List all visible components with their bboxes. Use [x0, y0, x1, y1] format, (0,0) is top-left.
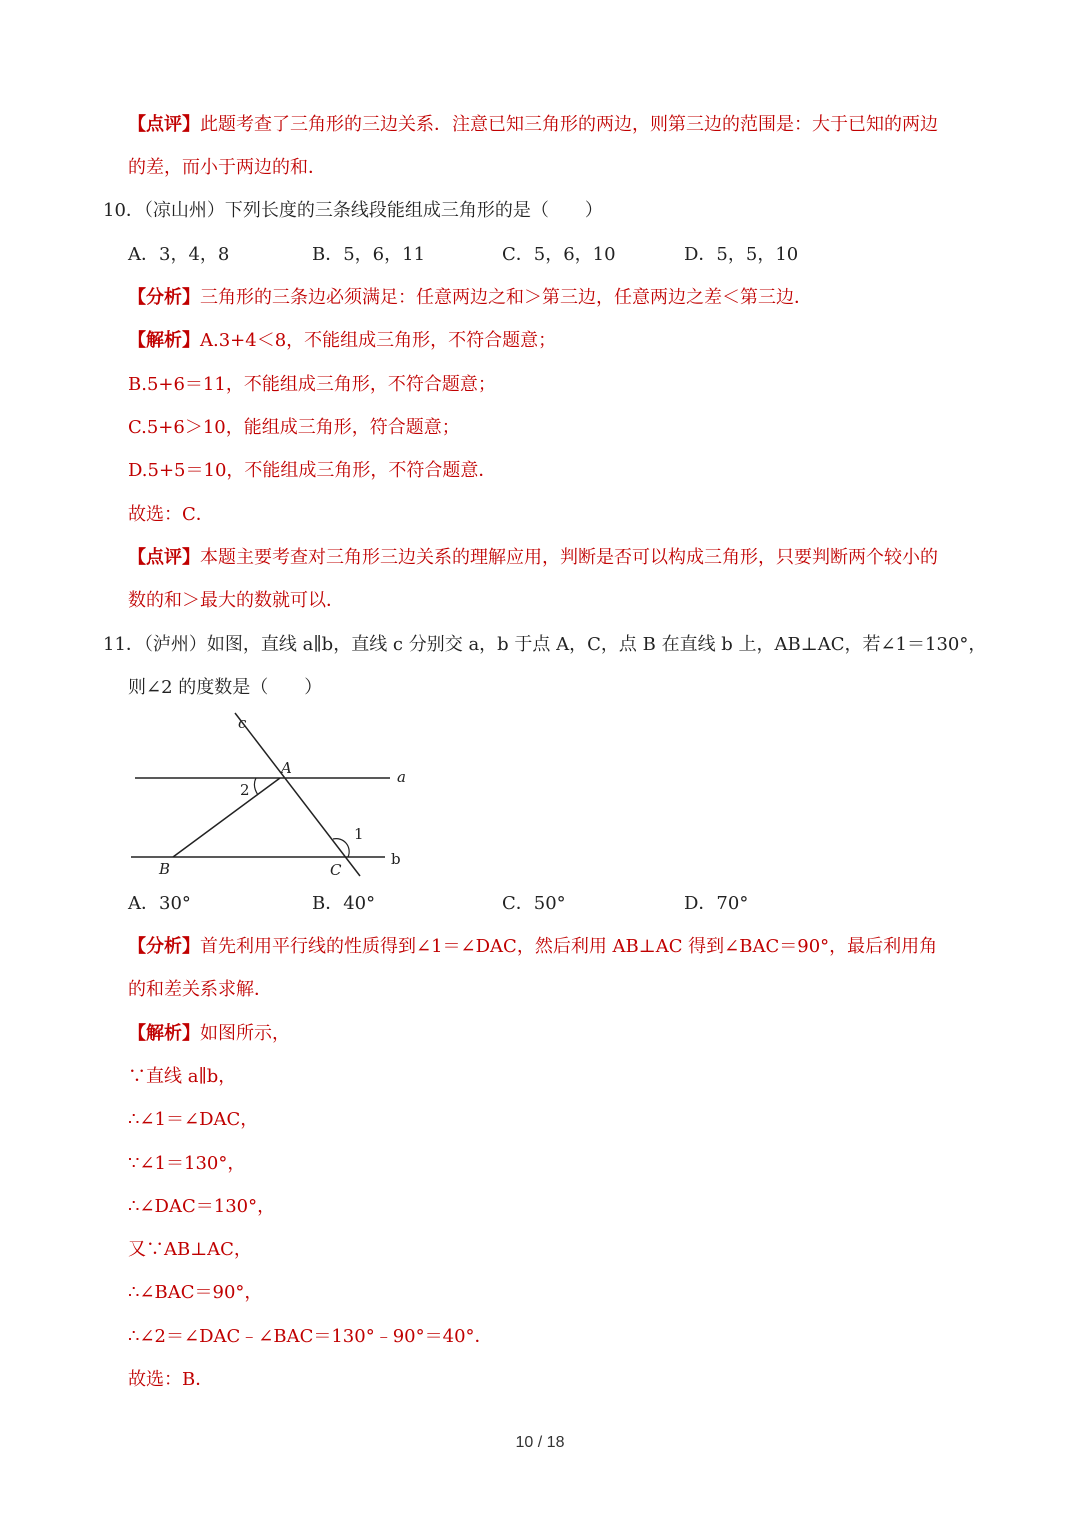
q10-analysis	[128, 286, 812, 310]
q11-analysis-line1	[128, 935, 937, 959]
analysis-tag: 【分析】	[128, 936, 200, 957]
q10-solution-line2: B.5+6＝11，不能组成三角形，不符合题意；	[128, 374, 496, 395]
q11-answer: 故选：B．	[128, 1369, 214, 1390]
analysis-text: 三角形的三条边必须满足：任意两边之和＞第三边，任意两边之差＜第三边．	[200, 287, 812, 308]
angle-1-arc	[333, 839, 349, 857]
page-number: 10 / 18	[515, 1434, 565, 1451]
label-a: a	[397, 768, 406, 786]
q10-option-d: D．5，5，10	[684, 244, 799, 265]
q10-option-a: A．3，4，8	[128, 244, 230, 265]
q11-option-a: A．30°	[128, 893, 191, 914]
angle-2-arc	[254, 778, 258, 795]
comment-text: 此题考查了三角形的三边关系．注意已知三角形的两边，则第三边的范围是：大于已知的两边	[200, 114, 938, 135]
solution-tag: 【解析】	[128, 1023, 200, 1044]
q10-question: 10．（凉山州）下列长度的三条线段能组成三角形的是（ ）	[103, 200, 603, 221]
q11-step-4: ∴∠DAC＝130°，	[128, 1196, 276, 1217]
analysis-text: 首先利用平行线的性质得到∠1＝∠DAC，然后利用 AB⊥AC 得到∠BAC＝90°，最后利用角	[200, 936, 938, 957]
q10-answer: 故选：C．	[128, 504, 214, 525]
q11-step-2: ∴∠1＝∠DAC，	[128, 1109, 259, 1130]
q11-option-b: B．40°	[312, 893, 376, 914]
label-B: B	[159, 860, 171, 878]
q11-step-7: ∴∠2＝∠DAC﹣∠BAC＝130°﹣90°＝40°．	[128, 1326, 493, 1347]
comment-text: 本题主要考查对三角形三边关系的理解应用，判断是否可以构成三角形，只要判断两个较小的	[200, 547, 938, 568]
q11-solution-intro	[128, 1022, 290, 1046]
q11-option-c: C．50°	[502, 893, 566, 914]
label-A: A	[281, 759, 292, 777]
label-C: C	[330, 861, 342, 879]
line-c	[235, 713, 360, 876]
label-b: b	[391, 850, 401, 868]
q10-solution-line1	[128, 329, 556, 353]
q10-option-b: B．5，6，11	[312, 244, 426, 265]
segment-ab	[173, 778, 280, 857]
solution-tag: 【解析】	[128, 330, 200, 351]
label-2: 2	[240, 781, 250, 799]
solution-text: A.3+4＜8，不能组成三角形，不符合题意；	[200, 330, 557, 351]
q11-step-1: ∵直线 a∥b，	[128, 1066, 237, 1087]
q10-comment-line1	[128, 546, 938, 570]
comment-tag: 【点评】	[128, 114, 200, 135]
analysis-tag: 【分析】	[128, 287, 200, 308]
q11-step-3: ∵∠1＝130°，	[128, 1153, 246, 1174]
q10-option-c: C．5，6，10	[502, 244, 616, 265]
intro-comment-line1	[128, 113, 938, 137]
q11-analysis-line2: 的和差关系求解．	[128, 979, 272, 1000]
q10-solution-line4: D.5+5＝10，不能组成三角形，不符合题意．	[128, 460, 497, 481]
solution-text: 如图所示，	[200, 1023, 290, 1044]
label-1: 1	[354, 825, 364, 843]
q11-option-d: D．70°	[684, 893, 749, 914]
q11-question-line1: 11．（泸州）如图，直线 a∥b，直线 c 分别交 a，b 于点 A，C，点 B 在直线 b 上，AB⊥AC，若∠1＝130°，	[103, 634, 987, 655]
q11-step-5: 又∵AB⊥AC，	[128, 1239, 252, 1260]
q11-step-6: ∴∠BAC＝90°，	[128, 1282, 263, 1303]
intro-comment-line2: 的差，而小于两边的和．	[128, 157, 326, 178]
label-c: c	[238, 714, 247, 732]
q11-question-line2: 则∠2 的度数是（ ）	[128, 677, 323, 698]
q10-solution-line3: C.5+6＞10，能组成三角形，符合题意；	[128, 417, 460, 438]
q10-comment-line2: 数的和＞最大的数就可以．	[128, 590, 344, 611]
geometry-figure	[125, 708, 425, 883]
comment-tag: 【点评】	[128, 547, 200, 568]
